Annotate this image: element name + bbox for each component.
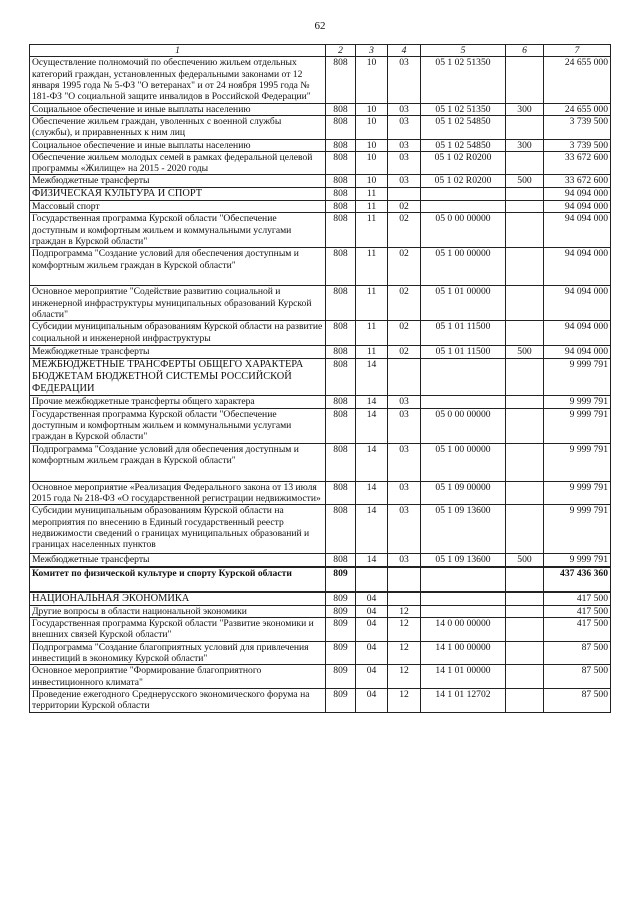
- cell-amount: 3 739 500: [544, 115, 611, 139]
- cell-expense-type: [506, 201, 544, 213]
- cell-subsection: 12: [388, 665, 421, 689]
- cell-grbs: 808: [326, 248, 356, 286]
- cell-grbs: 808: [326, 286, 356, 321]
- cell-section: 10: [356, 115, 388, 139]
- cell-grbs: 809: [326, 618, 356, 642]
- cell-expense-type: [506, 396, 544, 408]
- table-row: [30, 481, 611, 505]
- cell-section: 14: [356, 443, 388, 481]
- cell-grbs: 808: [326, 139, 356, 151]
- cell-name: Комитет по физической культуре и спорту Курской области: [30, 567, 326, 592]
- cell-subsection: 12: [388, 618, 421, 642]
- cell-amount: 9 999 791: [544, 396, 611, 408]
- cell-grbs: 808: [326, 213, 356, 248]
- header-cell-7: 7: [544, 45, 611, 57]
- cell-target-article: 14 1 00 00000: [421, 641, 506, 665]
- cell-expense-type: [506, 505, 544, 554]
- cell-target-article: 05 1 00 00000: [421, 443, 506, 481]
- table-row: [30, 408, 611, 443]
- cell-target-article: 05 0 00 00000: [421, 213, 506, 248]
- cell-target-article: 05 1 01 11500: [421, 346, 506, 358]
- cell-target-article: 05 1 02 54850: [421, 139, 506, 151]
- cell-subsection: 03: [388, 57, 421, 103]
- cell-subsection: 12: [388, 641, 421, 665]
- header-cell-6: 6: [506, 45, 544, 57]
- cell-subsection: 03: [388, 443, 421, 481]
- cell-grbs: 809: [326, 688, 356, 712]
- cell-name: Подпрограмма "Создание условий для обеспечения доступным и комфортным жильем граждан в Курской области": [30, 248, 326, 286]
- cell-expense-type: [506, 605, 544, 617]
- cell-subsection: 02: [388, 286, 421, 321]
- cell-subsection: [388, 567, 421, 592]
- cell-name: Межбюджетные трансферты: [30, 175, 326, 187]
- cell-section: 04: [356, 618, 388, 642]
- cell-target-article: [421, 605, 506, 617]
- cell-target-article: [421, 567, 506, 592]
- cell-expense-type: [506, 567, 544, 592]
- cell-section: 10: [356, 175, 388, 187]
- cell-name: МЕЖБЮДЖЕТНЫЕ ТРАНСФЕРТЫ ОБЩЕГО ХАРАКТЕРА БЮДЖЕТАМ БЮДЖЕТНОЙ СИСТЕМЫ РОССИЙСКОЙ ФЕДЕРАЦИИ: [30, 358, 326, 396]
- cell-subsection: [388, 592, 421, 606]
- cell-amount: 33 672 600: [544, 151, 611, 175]
- cell-name: Субсидии муниципальным образованиям Курской области на мероприятия по внесению в Единый государственный реестр недвижимости сведений о границах муниципальных образований и границах населенных пунктов: [30, 505, 326, 554]
- cell-grbs: 808: [326, 396, 356, 408]
- cell-amount: 437 436 360: [544, 567, 611, 592]
- cell-grbs: 808: [326, 321, 356, 346]
- cell-amount: 87 500: [544, 688, 611, 712]
- cell-target-article: 05 1 09 13600: [421, 505, 506, 554]
- table-row: [30, 554, 611, 567]
- cell-grbs: 808: [326, 358, 356, 396]
- cell-target-article: 05 1 02 R0200: [421, 151, 506, 175]
- cell-amount: 33 672 600: [544, 175, 611, 187]
- cell-grbs: 808: [326, 554, 356, 567]
- cell-expense-type: [506, 592, 544, 606]
- cell-name: Подпрограмма "Создание благоприятных условий для привлечения инвестиций в экономику Курской области": [30, 641, 326, 665]
- cell-section: 11: [356, 321, 388, 346]
- cell-target-article: 05 1 09 13600: [421, 554, 506, 567]
- cell-grbs: 809: [326, 665, 356, 689]
- table-row: [30, 358, 611, 396]
- cell-expense-type: [506, 248, 544, 286]
- cell-grbs: 809: [326, 641, 356, 665]
- cell-expense-type: 500: [506, 175, 544, 187]
- cell-expense-type: [506, 151, 544, 175]
- table-row: [30, 396, 611, 408]
- cell-name: Межбюджетные трансферты: [30, 346, 326, 358]
- table-row: [30, 443, 611, 481]
- cell-grbs: 808: [326, 346, 356, 358]
- cell-target-article: 05 1 02 51350: [421, 103, 506, 115]
- cell-name: Социальное обеспечение и иные выплаты населению: [30, 139, 326, 151]
- cell-target-article: 05 1 02 51350: [421, 57, 506, 103]
- cell-target-article: 05 1 00 00000: [421, 248, 506, 286]
- cell-subsection: 12: [388, 688, 421, 712]
- cell-amount: 94 094 000: [544, 321, 611, 346]
- cell-subsection: [388, 187, 421, 200]
- cell-expense-type: [506, 641, 544, 665]
- budget-table: [29, 44, 611, 713]
- cell-section: 14: [356, 481, 388, 505]
- cell-subsection: 03: [388, 115, 421, 139]
- cell-grbs: 808: [326, 408, 356, 443]
- cell-section: 14: [356, 408, 388, 443]
- cell-name: Проведение ежегодного Среднерусского экономического форума на территории Курской области: [30, 688, 326, 712]
- cell-grbs: 809: [326, 567, 356, 592]
- cell-amount: 94 094 000: [544, 286, 611, 321]
- cell-name: ФИЗИЧЕСКАЯ КУЛЬТУРА И СПОРТ: [30, 187, 326, 200]
- cell-target-article: 05 0 00 00000: [421, 408, 506, 443]
- cell-subsection: 02: [388, 248, 421, 286]
- cell-name: Социальное обеспечение и иные выплаты населению: [30, 103, 326, 115]
- table-row: [30, 115, 611, 139]
- cell-section: 14: [356, 554, 388, 567]
- table-row: [30, 286, 611, 321]
- cell-amount: 94 094 000: [544, 213, 611, 248]
- table-row: [30, 346, 611, 358]
- cell-subsection: 02: [388, 321, 421, 346]
- cell-target-article: [421, 187, 506, 200]
- cell-name: Обеспечение жильем граждан, уволенных с военной службы (службы), и приравненных к ним лиц: [30, 115, 326, 139]
- cell-expense-type: [506, 321, 544, 346]
- table-row: [30, 592, 611, 606]
- cell-amount: 9 999 791: [544, 505, 611, 554]
- cell-expense-type: 300: [506, 139, 544, 151]
- cell-expense-type: [506, 286, 544, 321]
- cell-grbs: 808: [326, 481, 356, 505]
- cell-target-article: 05 1 01 00000: [421, 286, 506, 321]
- cell-amount: 3 739 500: [544, 139, 611, 151]
- cell-amount: 9 999 791: [544, 358, 611, 396]
- cell-target-article: 05 1 02 54850: [421, 115, 506, 139]
- cell-expense-type: [506, 408, 544, 443]
- cell-amount: 94 094 000: [544, 201, 611, 213]
- cell-target-article: 05 1 02 R0200: [421, 175, 506, 187]
- cell-subsection: 03: [388, 481, 421, 505]
- cell-target-article: [421, 358, 506, 396]
- table-header: [30, 45, 611, 57]
- cell-section: 11: [356, 201, 388, 213]
- cell-expense-type: [506, 618, 544, 642]
- cell-target-article: 05 1 09 00000: [421, 481, 506, 505]
- cell-amount: 94 094 000: [544, 248, 611, 286]
- cell-name: Субсидии муниципальным образованиям Курской области на развитие социальной и инженерной инфраструктуры: [30, 321, 326, 346]
- cell-expense-type: [506, 481, 544, 505]
- cell-section: 14: [356, 358, 388, 396]
- cell-section: 11: [356, 286, 388, 321]
- cell-subsection: 03: [388, 103, 421, 115]
- table-row: [30, 248, 611, 286]
- cell-name: Прочие межбюджетные трансферты общего характера: [30, 396, 326, 408]
- cell-section: 04: [356, 605, 388, 617]
- cell-grbs: 808: [326, 103, 356, 115]
- cell-amount: 24 655 000: [544, 57, 611, 103]
- cell-amount: 87 500: [544, 665, 611, 689]
- cell-target-article: [421, 592, 506, 606]
- cell-name: Межбюджетные трансферты: [30, 554, 326, 567]
- cell-subsection: [388, 358, 421, 396]
- cell-name: Подпрограмма "Создание условий для обеспечения доступным и комфортным жильем граждан в Курской области": [30, 443, 326, 481]
- cell-amount: 417 500: [544, 618, 611, 642]
- cell-name: Осуществление полномочий по обеспечению жильем отдельных категорий граждан, установленных федеральными законами от 12 января 1995 года № 5-ФЗ "О ветеранах" и от 24 ноября 1995 года № 181-ФЗ "О социальной защите инвалидов в Российской Федерации": [30, 57, 326, 103]
- cell-expense-type: [506, 443, 544, 481]
- table-body: [30, 57, 611, 712]
- cell-section: 14: [356, 396, 388, 408]
- table-row: [30, 187, 611, 200]
- cell-grbs: 808: [326, 443, 356, 481]
- cell-amount: 87 500: [544, 641, 611, 665]
- cell-name: Обеспечение жильем молодых семей в рамках федеральной целевой программы «Жилище» на 2015 - 2020 годы: [30, 151, 326, 175]
- cell-amount: 417 500: [544, 605, 611, 617]
- cell-grbs: 808: [326, 505, 356, 554]
- cell-name: Массовый спорт: [30, 201, 326, 213]
- cell-amount: 9 999 791: [544, 554, 611, 567]
- header-cell-2: 2: [326, 45, 356, 57]
- table-row: [30, 213, 611, 248]
- cell-expense-type: 300: [506, 103, 544, 115]
- cell-expense-type: 500: [506, 554, 544, 567]
- table-row: [30, 605, 611, 617]
- table-row: [30, 201, 611, 213]
- cell-subsection: 02: [388, 213, 421, 248]
- cell-section: 11: [356, 213, 388, 248]
- cell-name: Государственная программа Курской области "Развитие экономики и внешних связей Курской области": [30, 618, 326, 642]
- cell-expense-type: [506, 358, 544, 396]
- cell-section: 11: [356, 248, 388, 286]
- cell-grbs: 808: [326, 201, 356, 213]
- cell-name: Государственная программа Курской области "Обеспечение доступным и комфортным жильем и коммунальными услугами граждан в Курской области": [30, 213, 326, 248]
- table-row: [30, 567, 611, 592]
- cell-target-article: [421, 201, 506, 213]
- cell-expense-type: [506, 115, 544, 139]
- table-row: [30, 175, 611, 187]
- cell-subsection: 03: [388, 396, 421, 408]
- cell-subsection: 12: [388, 605, 421, 617]
- cell-section: 10: [356, 57, 388, 103]
- cell-name: Государственная программа Курской области "Обеспечение доступным и комфортным жильем и коммунальными услугами граждан в Курской области": [30, 408, 326, 443]
- header-cell-1: 1: [30, 45, 326, 57]
- table-row: [30, 665, 611, 689]
- table-row: [30, 641, 611, 665]
- cell-amount: 94 094 000: [544, 346, 611, 358]
- cell-name: Другие вопросы в области национальной экономики: [30, 605, 326, 617]
- cell-name: Основное мероприятие "Формирование благоприятного инвестиционного климата": [30, 665, 326, 689]
- cell-amount: 24 655 000: [544, 103, 611, 115]
- table-row: [30, 103, 611, 115]
- cell-subsection: 03: [388, 151, 421, 175]
- cell-subsection: 03: [388, 505, 421, 554]
- cell-section: 11: [356, 346, 388, 358]
- cell-grbs: 808: [326, 187, 356, 200]
- cell-grbs: 809: [326, 605, 356, 617]
- cell-expense-type: [506, 665, 544, 689]
- page-number: 62: [314, 20, 326, 32]
- cell-section: 10: [356, 139, 388, 151]
- cell-expense-type: [506, 688, 544, 712]
- cell-target-article: [421, 396, 506, 408]
- cell-subsection: 03: [388, 139, 421, 151]
- cell-grbs: 808: [326, 115, 356, 139]
- table-row: [30, 57, 611, 103]
- cell-subsection: 03: [388, 408, 421, 443]
- cell-target-article: 14 1 01 12702: [421, 688, 506, 712]
- cell-grbs: 808: [326, 151, 356, 175]
- cell-amount: 9 999 791: [544, 408, 611, 443]
- cell-subsection: 03: [388, 175, 421, 187]
- cell-section: 14: [356, 505, 388, 554]
- cell-amount: 417 500: [544, 592, 611, 606]
- table-row: [30, 139, 611, 151]
- table-row: [30, 151, 611, 175]
- cell-section: 04: [356, 688, 388, 712]
- cell-section: 04: [356, 592, 388, 606]
- cell-section: 10: [356, 151, 388, 175]
- cell-expense-type: [506, 213, 544, 248]
- cell-section: 04: [356, 641, 388, 665]
- cell-grbs: 809: [326, 592, 356, 606]
- cell-amount: 9 999 791: [544, 443, 611, 481]
- cell-amount: 9 999 791: [544, 481, 611, 505]
- cell-subsection: 03: [388, 554, 421, 567]
- cell-name: Основное мероприятие «Реализация Федерального закона от 13 июля 2015 года № 218-ФЗ «О государственной регистрации недвижимости»: [30, 481, 326, 505]
- cell-target-article: 14 1 01 00000: [421, 665, 506, 689]
- table-row: [30, 618, 611, 642]
- cell-expense-type: [506, 187, 544, 200]
- cell-amount: 94 094 000: [544, 187, 611, 200]
- table-row: [30, 505, 611, 554]
- header-cell-4: 4: [388, 45, 421, 57]
- cell-section: [356, 567, 388, 592]
- cell-subsection: 02: [388, 346, 421, 358]
- cell-target-article: 05 1 01 11500: [421, 321, 506, 346]
- cell-section: 11: [356, 187, 388, 200]
- header-cell-5: 5: [421, 45, 506, 57]
- cell-expense-type: [506, 57, 544, 103]
- table-row: [30, 688, 611, 712]
- table-row: [30, 321, 611, 346]
- cell-name: Основное мероприятие "Содействие развитию социальной и инженерной инфраструктуры муниципальных образований Курской области": [30, 286, 326, 321]
- cell-subsection: 02: [388, 201, 421, 213]
- cell-name: НАЦИОНАЛЬНАЯ ЭКОНОМИКА: [30, 592, 326, 606]
- header-cell-3: 3: [356, 45, 388, 57]
- cell-grbs: 808: [326, 57, 356, 103]
- cell-target-article: 14 0 00 00000: [421, 618, 506, 642]
- cell-grbs: 808: [326, 175, 356, 187]
- cell-section: 10: [356, 103, 388, 115]
- cell-expense-type: 500: [506, 346, 544, 358]
- cell-section: 04: [356, 665, 388, 689]
